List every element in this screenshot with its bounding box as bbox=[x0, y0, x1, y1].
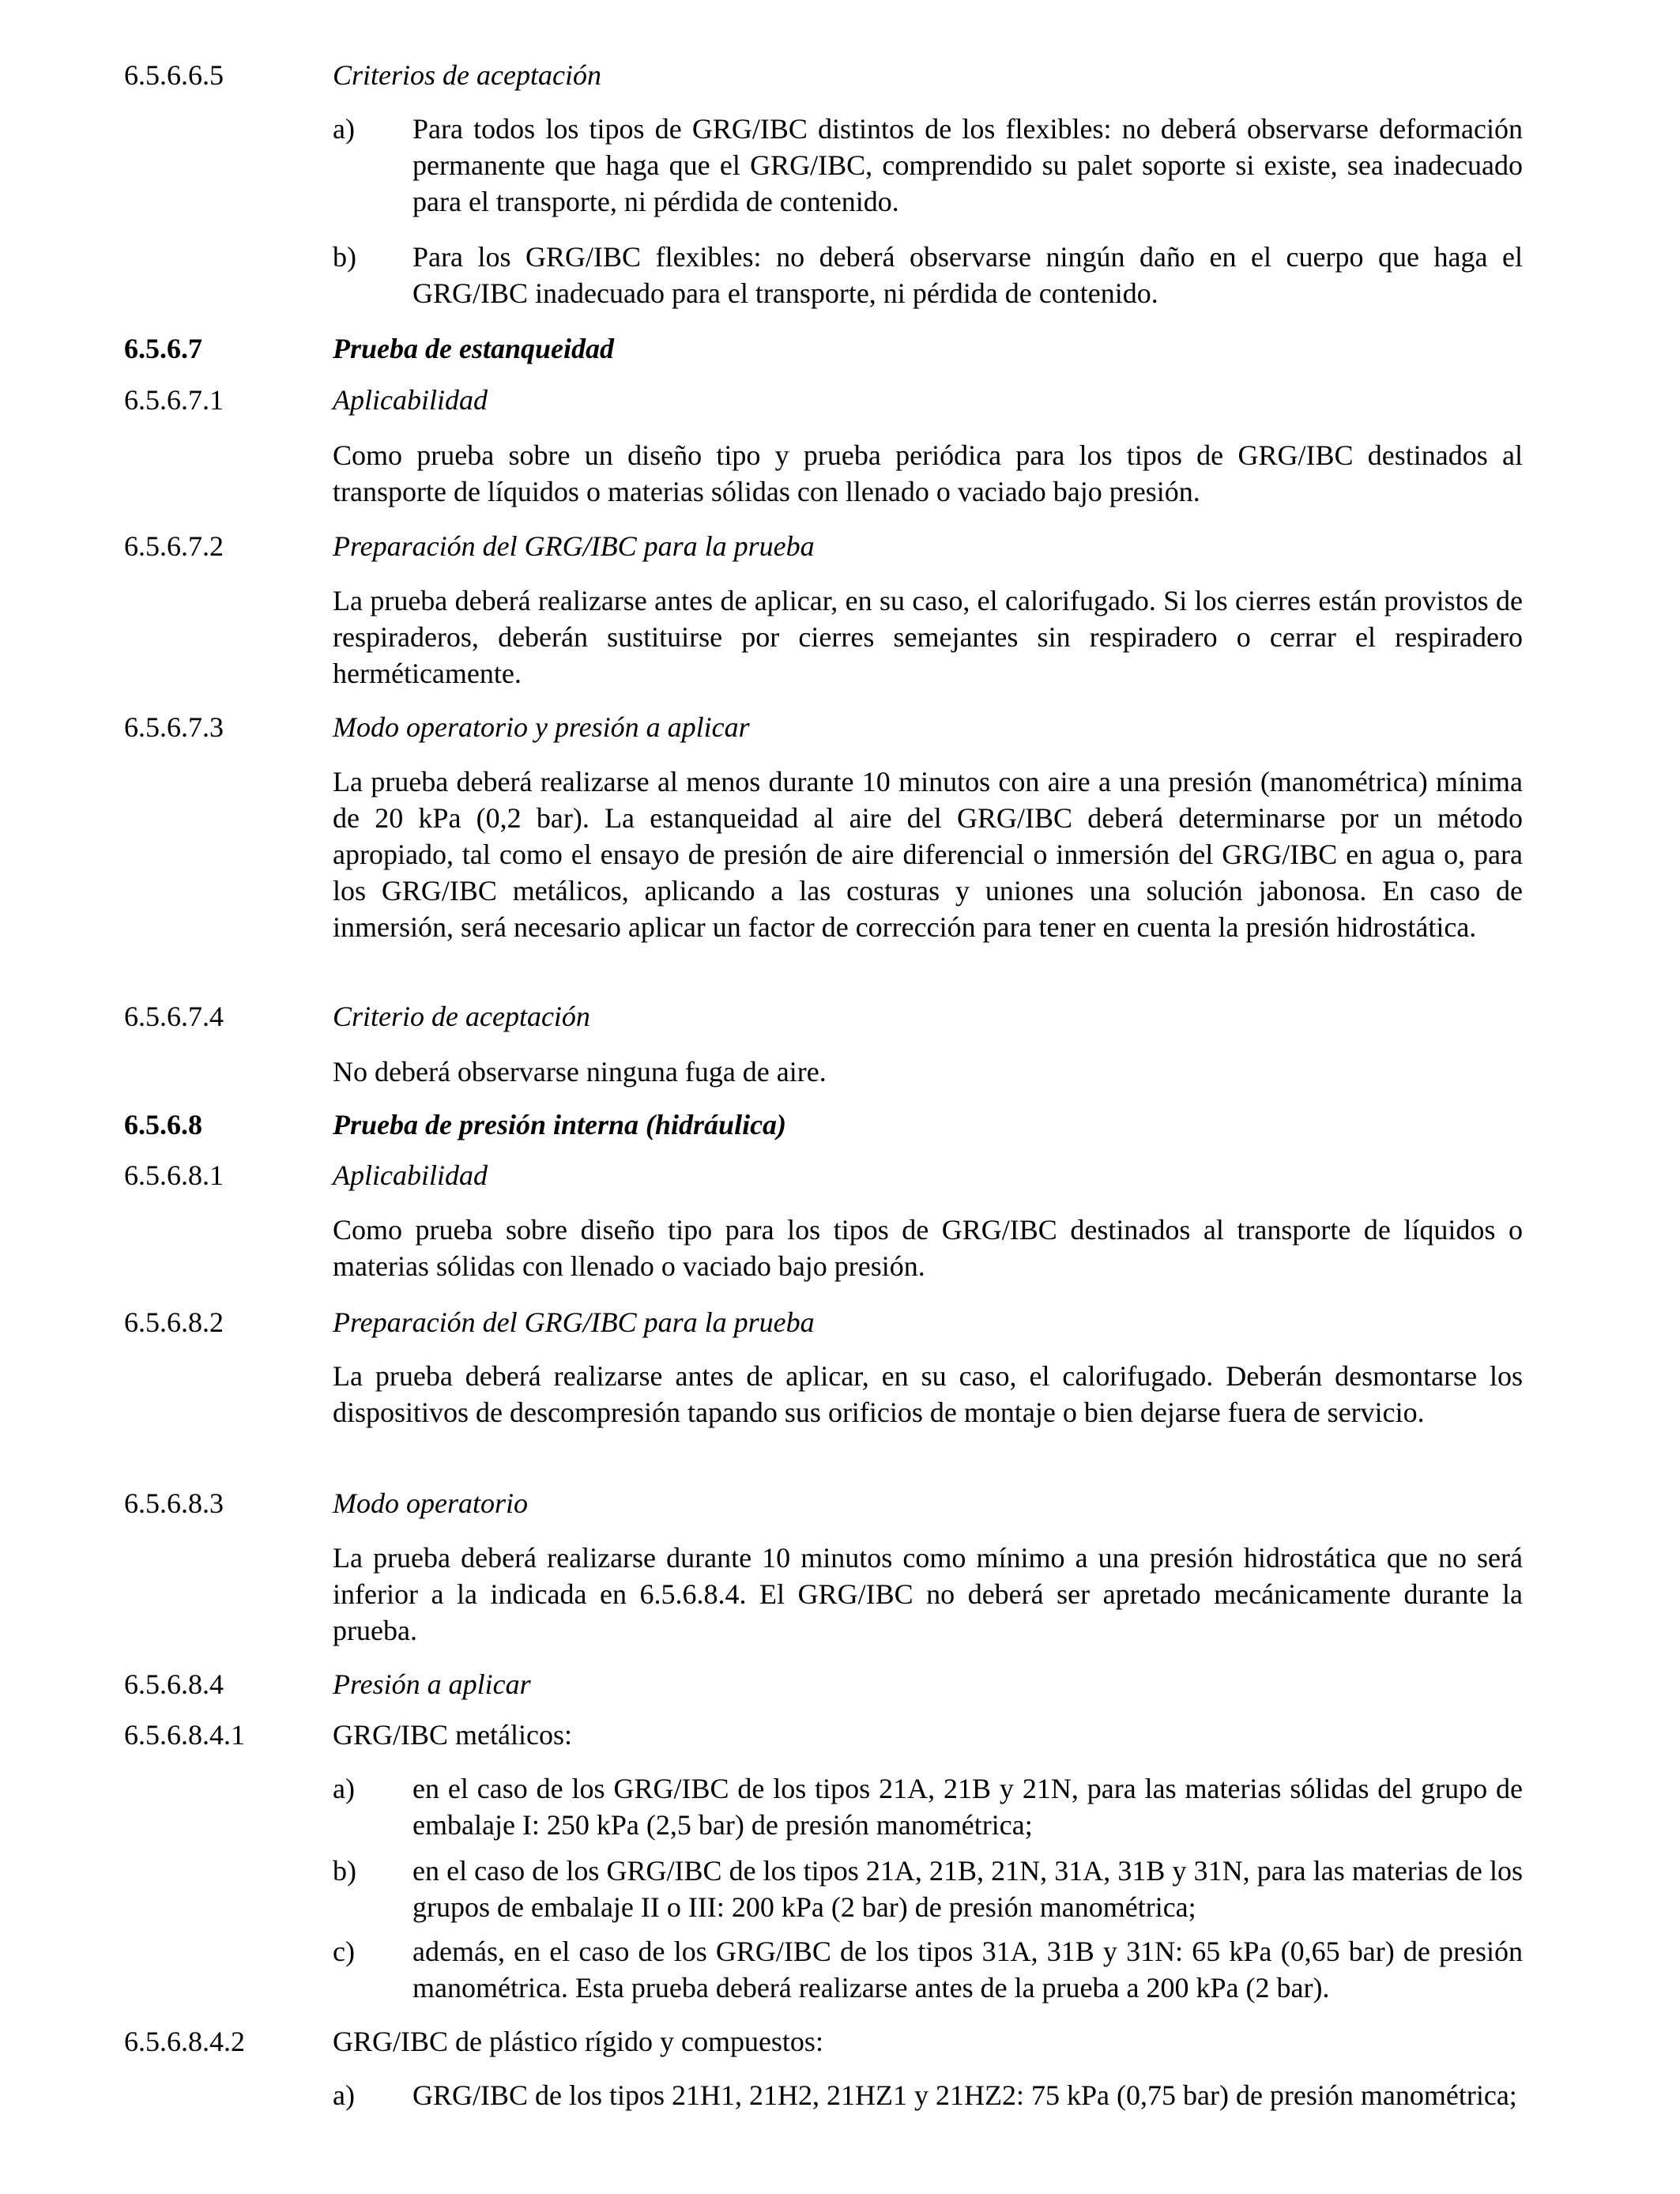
section-number: 6.5.6.7 bbox=[124, 333, 202, 364]
section-number: 6.5.6.7.2 bbox=[124, 530, 224, 562]
section-paragraph: La prueba deberá realizarse al menos durante 10 minutos con aire a una presión (manométrica) mínima de 20 kPa (0,2 bar). La estanqueidad al aire del GRG/IBC deberá determinarse por un método apropiado, tal como el ensayo de presión de aire diferencial o inmersión del GRG/IBC en agua o, para los GRG/IBC metálicos, aplicando a las costuras y uniones una solución jabonosa. En caso de inmersión, será necesario aplicar un factor de corrección para tener en cuenta la presión hidrostática. bbox=[333, 766, 1523, 943]
section-paragraph: La prueba deberá realizarse durante 10 minutos como mínimo a una presión hidrostática que no será inferior a la indicada en 6.5.6.8.4. El GRG/IBC no deberá ser apretado mecánicamente durante la prueba. bbox=[333, 1542, 1523, 1646]
list-item-text: además, en el caso de los GRG/IBC de los tipos 31A, 31B y 31N: 65 kPa (0,65 bar) de presión manométrica. Esta prueba deberá realizarse antes de la prueba a 200 kPa (2 bar). bbox=[412, 1936, 1523, 2004]
list-item-text: en el caso de los GRG/IBC de los tipos 21A, 21B y 21N, para las materias sólidas del grupo de embalaje I: 250 kPa (2,5 bar) de presión manométrica; bbox=[412, 1773, 1523, 1841]
section-title: GRG/IBC de plástico rígido y compuestos: bbox=[333, 2026, 823, 2057]
section-number: 6.5.6.7.4 bbox=[124, 1001, 224, 1032]
list-item-text: Para los GRG/IBC flexibles: no deberá observarse ningún daño en el cuerpo que haga el GRG/IBC inadecuado para el transporte, ni pérdida de contenido. bbox=[412, 241, 1523, 309]
list-item-text: en el caso de los GRG/IBC de los tipos 21A, 21B, 21N, 31A, 31B y 31N, para las materias de los grupos de embalaje II o III: 200 kPa (2 bar) de presión manométrica; bbox=[412, 1855, 1523, 1923]
section-number: 6.5.6.8.1 bbox=[124, 1159, 224, 1191]
section-paragraph: La prueba deberá realizarse antes de aplicar, en su caso, el calorifugado. Si los cierres están provistos de respiraderos, deberán sustituirse por cierres semejantes sin respiradero o cerrar el respiradero herméticamente. bbox=[333, 585, 1523, 689]
list-item-text: Para todos los tipos de GRG/IBC distintos de los flexibles: no deberá observarse deformación permanente que haga que el GRG/IBC, comprendido su palet soporte si existe, sea inadecuado para el transporte, ni pérdida de contenido. bbox=[412, 113, 1523, 217]
section-title: Aplicabilidad bbox=[333, 384, 488, 416]
section-number: 6.5.6.7.3 bbox=[124, 711, 224, 743]
section-number: 6.5.6.8.2 bbox=[124, 1306, 224, 1338]
section-title: Preparación del GRG/IBC para la prueba bbox=[333, 1306, 815, 1338]
list-item-label: a) bbox=[333, 1773, 355, 1804]
list-item-label: c) bbox=[333, 1936, 355, 1967]
section-number: 6.5.6.8 bbox=[124, 1109, 202, 1140]
section-title: Criterio de aceptación bbox=[333, 1001, 590, 1032]
section-number: 6.5.6.8.4.1 bbox=[124, 1719, 245, 1751]
section-number: 6.5.6.7.1 bbox=[124, 384, 224, 416]
section-paragraph: Como prueba sobre un diseño tipo y prueba periódica para los tipos de GRG/IBC destinados al transporte de líquidos o materias sólidas con llenado o vaciado bajo presión. bbox=[333, 439, 1523, 507]
section-number: 6.5.6.8.4 bbox=[124, 1668, 224, 1700]
section-number: 6.5.6.8.3 bbox=[124, 1487, 224, 1519]
section-number: 6.5.6.6.5 bbox=[124, 59, 224, 91]
section-paragraph: Como prueba sobre diseño tipo para los tipos de GRG/IBC destinados al transporte de líquidos o materias sólidas con llenado o vaciado bajo presión. bbox=[333, 1214, 1523, 1282]
section-title: Prueba de estanqueidad bbox=[333, 333, 614, 364]
section-title: Aplicabilidad bbox=[333, 1159, 488, 1191]
section-number: 6.5.6.8.4.2 bbox=[124, 2026, 245, 2057]
section-title: Prueba de presión interna (hidráulica) bbox=[333, 1109, 787, 1140]
section-paragraph: La prueba deberá realizarse antes de aplicar, en su caso, el calorifugado. Deberán desmontarse los dispositivos de descompresión tapando sus orificios de montaje o bien dejarse fuera de servicio. bbox=[333, 1360, 1523, 1428]
section-title: Modo operatorio y presión a aplicar bbox=[333, 711, 750, 743]
section-paragraph: No deberá observarse ninguna fuga de aire. bbox=[333, 1056, 827, 1088]
list-item-label: b) bbox=[333, 1855, 356, 1887]
list-item-label: b) bbox=[333, 241, 356, 273]
list-item-label: a) bbox=[333, 113, 355, 145]
section-title: Presión a aplicar bbox=[333, 1668, 531, 1700]
section-title: Modo operatorio bbox=[333, 1487, 528, 1519]
list-item-label: a) bbox=[333, 2079, 355, 2111]
section-title: GRG/IBC metálicos: bbox=[333, 1719, 572, 1751]
section-title: Criterios de aceptación bbox=[333, 59, 601, 91]
list-item-text: GRG/IBC de los tipos 21H1, 21H2, 21HZ1 y 21HZ2: 75 kPa (0,75 bar) de presión manométrica; bbox=[412, 2079, 1517, 2111]
section-title: Preparación del GRG/IBC para la prueba bbox=[333, 530, 815, 562]
